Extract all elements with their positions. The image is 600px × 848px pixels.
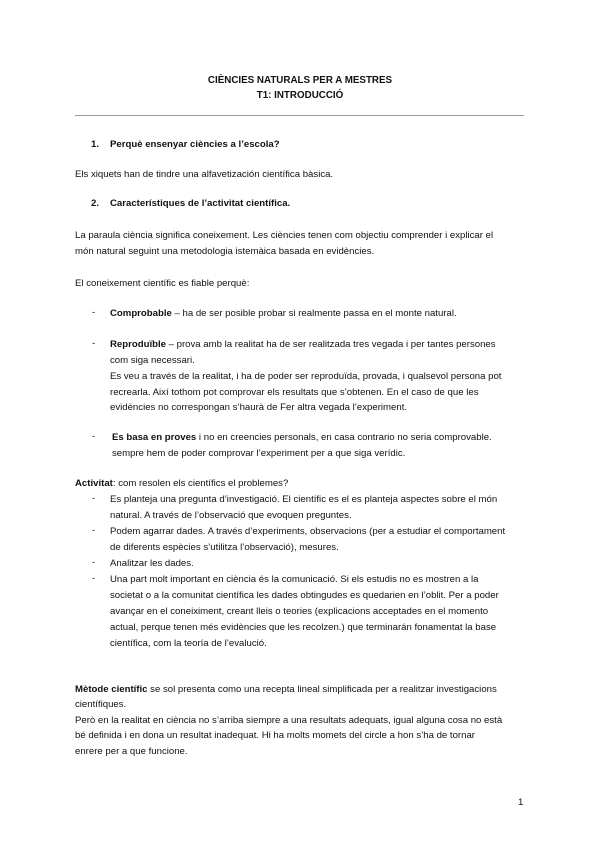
section-2-paragraph-line: món natural seguint una metodologia istemàica basada en evidències. <box>75 246 375 257</box>
metode-line: Però en la realitat en ciència no s’arriba siempre a una resultats adequats, igual alguna cosa no està <box>75 715 503 726</box>
activitat-item-line: societat o a la comunitat científica les dades obtingudes es quedarien en l’oblit. Per a poder <box>110 590 499 601</box>
activitat-item-line: científica, com la teoría de l’evalució. <box>110 638 267 649</box>
list-dash: - <box>92 525 96 536</box>
bullet-dash: - <box>92 338 96 349</box>
bullet-line: evidències no correspongan s’haurà de Fer altra vegada l’experiment. <box>110 402 408 413</box>
metode-line: bé definida i en dona un resultat inadequat. Hi ha molts momets del circle a hon s’ha de tornar <box>75 730 475 741</box>
activitat-item-line: natural. A través de l’observació que evoquen preguntes. <box>110 510 352 521</box>
activitat-item-line: avançar en el coneiximent, creant lleis o teories (explicacions acceptades en el momento <box>110 606 489 617</box>
metode-term: Mètode científic <box>75 684 148 695</box>
activitat-item-line: Una part molt important en ciència és la comunicació. Si els estudis no es mostren a la <box>110 574 479 585</box>
activitat-heading <box>75 477 288 490</box>
activitat-item-line: actual, perque tenen més evidències que les recolzen.) que terminarán fonamentat la base <box>110 622 497 633</box>
metode-text: se sol presenta como una recepta lineal simplificada per a realitzar investigacions <box>147 684 497 695</box>
page-number: 1 <box>518 797 524 808</box>
bullet-term: Reproduïble <box>110 339 166 350</box>
bullet-text: – prova amb la realitat ha de ser realitzada tres vegada i per tantes persones <box>165 339 496 350</box>
bullet-term: Comprobable <box>110 308 172 319</box>
bullet-dash: - <box>92 431 96 442</box>
bullet-line: recrearla. Així tothom pot comprovar els resultats que s’obtenen. En el caso de que les <box>110 387 479 398</box>
section-2-heading: Característiques de l’activitat científica. <box>110 198 291 209</box>
section-1-heading: Perquè ensenyar ciències a l’escola? <box>110 139 280 150</box>
activitat-item-line: Analitzar les dades. <box>110 558 194 569</box>
bullet-term: Es basa en proves <box>112 432 197 443</box>
bullet-dash: - <box>92 307 96 318</box>
section-2-paragraph-line: La paraula ciència significa coneixement. Les ciències tenen com objectiu comprender i explicar el <box>75 230 494 241</box>
bullet-reproduible <box>110 338 496 351</box>
section-2-number: 2. <box>91 198 100 209</box>
metode-line: enrere per a que funcione. <box>75 746 188 757</box>
activitat-item-line: de diferents espècies s’utilitza l’observació), mesures. <box>110 542 339 553</box>
bullet-comprobable <box>110 307 457 320</box>
activitat-item-line: Es planteja una pregunta d’investigació. El científic es el es planteja aspectes sobre el món <box>110 494 498 505</box>
metode-line: científiques. <box>75 699 127 710</box>
section-1-number: 1. <box>91 139 100 150</box>
list-dash: - <box>92 573 96 584</box>
fiable-intro: El coneixement científic es fiable perquè: <box>75 278 250 289</box>
bullet-line: sempre hem de poder comprovar l’experiment per a que siga verídic. <box>112 448 406 459</box>
document-subtitle: T1: INTRODUCCIÓ <box>256 90 344 101</box>
metode-line <box>75 683 497 696</box>
list-dash: - <box>92 493 96 504</box>
list-dash: - <box>92 557 96 568</box>
activitat-question: : com resolen els científics el problemes? <box>112 478 289 489</box>
bullet-line: com siga necessari. <box>110 355 195 366</box>
bullet-proves <box>112 431 492 444</box>
bullet-text: i no en creencies personals, en casa contrario no seria comprovable. <box>196 432 492 443</box>
title-divider <box>75 115 524 116</box>
bullet-text: – ha de ser posible probar si realmente passa en el monte natural. <box>171 308 457 319</box>
bullet-line: Es veu a través de la realitat, i ha de poder ser reproduïda, provada, i qualsevol persona pot <box>110 371 502 382</box>
document-title: CIÈNCIES NATURALS PER A MESTRES <box>207 75 393 86</box>
activitat-label: Activitat <box>75 478 113 489</box>
activitat-item-line: Podem agarrar dades. A través d’experiments, observacions (per a estudiar el comportament <box>110 526 506 537</box>
section-1-paragraph: Els xiquets han de tindre una alfavetización científica bàsica. <box>75 169 334 180</box>
